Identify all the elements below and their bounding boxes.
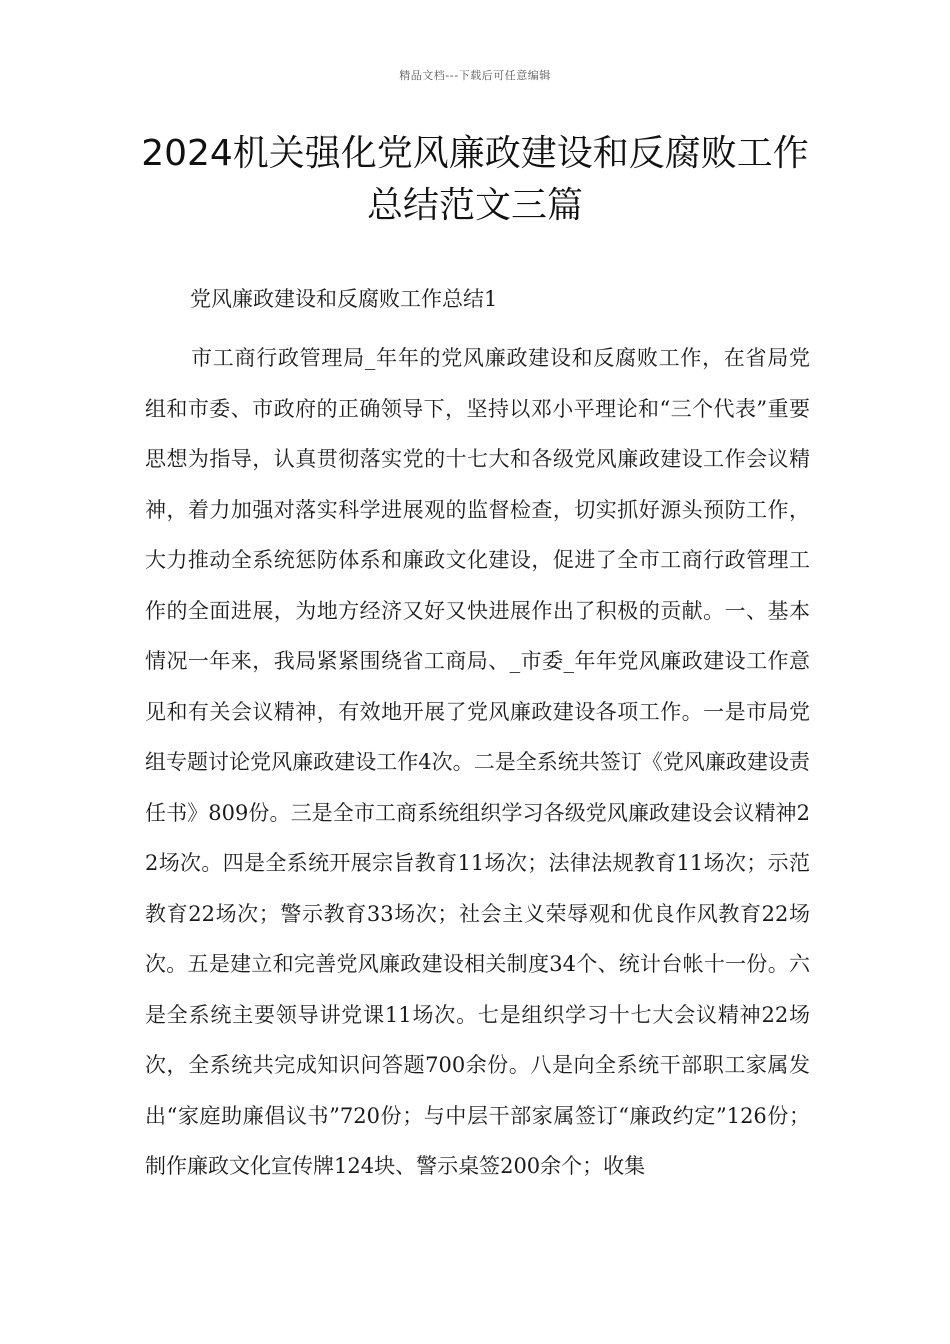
section-heading: 党风廉政建设和反腐败工作总结1 (190, 287, 498, 311)
page-header: 精品文档---下载后可任意编辑 (399, 69, 551, 82)
document-title: 2024机关强化党风廉政建设和反腐败工作总结范文三篇 (141, 133, 809, 226)
body-paragraph: 市工商行政管理局_年年的党风廉政建设和反腐败工作，在省局党组和市委、市政府的正确领导下，坚持以邓小平理论和“三个代表”重要思想为指导，认真贯彻落实党的十七大和各级党风廉政建设工作会议精神，着力加强对落实科学进展观的监督检查，切实抓好源头预防工作，大力推动全系统惩防体系和廉政文化建设，促进了全市工商行政管理工作的全面进展，为地方经济又好又快进展作出了积极的贡献。一、基本情况一年来，我局紧紧围绕省工商局、_市委_年年党风廉政建设工作意见和有关会议精神，有效地开展了党风廉政建设各项工作。一是市局党组专题讨论党风廉政建设工作4次。二是全系统共签订《党风廉政建设责任书》809份。三是全市工商系统组织学习各级党风廉政建设会议精神22场次。四是全系统开展宗旨教育11场次；法律法规教育11场次；示范教育22场次；警示教育33场次；社会主义荣辱观和优良作风教育22场次。五是建立和完善党风廉政建设相关制度34个、统计台帐十一份。六是全系统主要领导讲党课11场次。七是组织学习十七大会议精神22场次，全系统共完成知识问答题700余份。八是向全系统干部职工家属发出“家庭助廉倡议书”720份；与中层干部家属签订“廉政约定”126份；制作廉政文化宣传牌124块、警示桌签200余个；收集 (145, 346, 810, 1178)
